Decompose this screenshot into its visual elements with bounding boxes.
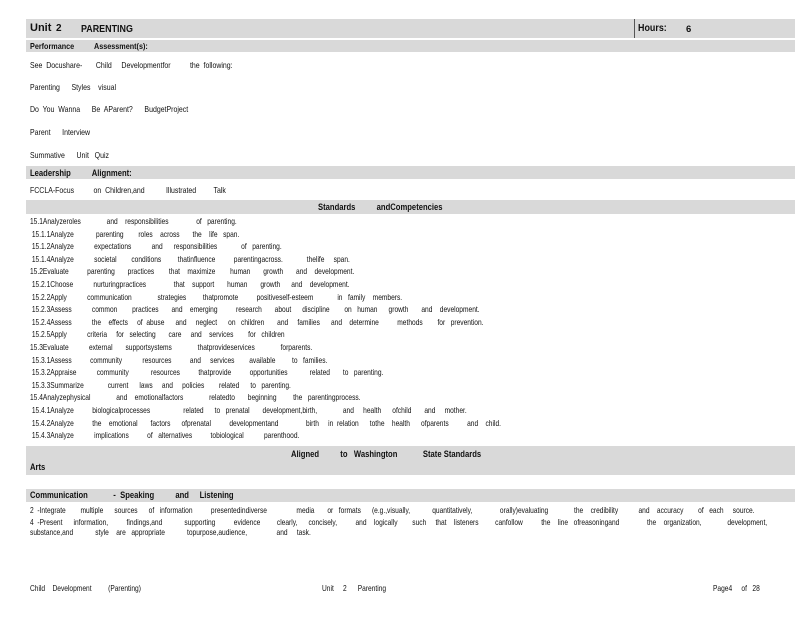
standard-item: 15.2Evaluate parenting practices that maximize human growth and development.	[30, 266, 355, 277]
standard-item: 15.1.1Analyze parenting roles across the life span.	[30, 228, 240, 239]
standard-item: 15.4Analyzephysical and emotionalfactors relatedto beginning the parentingprocess.	[30, 392, 361, 403]
standards-list	[30, 216, 770, 446]
unit-label: Unit	[30, 22, 52, 34]
footer-left: Child Development (Parenting)	[30, 583, 141, 593]
standard-item: 15.2.1Choose nurturingpractices that support human growth and development.	[30, 279, 350, 289]
leadership-text: FCCLA-Focus on Children,and Illustrated Talk	[30, 185, 226, 195]
standard-item: 15.2.3Assess common practices and emerging research about discipline on human growth and development.	[30, 304, 480, 315]
hours-label: Hours:	[638, 22, 667, 34]
footer-right: Page4 of 28	[713, 583, 760, 593]
aligned-header: Aligned to Washington State Standards	[291, 449, 482, 459]
assessment-item: Summative Unit Quiz	[30, 150, 110, 160]
standard-item: 15.3Evaluate external supportsystems thatprovideservices forparents.	[30, 342, 313, 352]
communication-item: 4 -Present information, findings,and supporting evidence clearly, concisely, and logically such that listeners canfollow the line ofreasoningand the organization, development,	[30, 517, 768, 527]
assessment-header: Performance Assessment(s):	[30, 41, 148, 51]
standard-item: 15.4.3Analyze implications of alternatives tobiological parenthood.	[30, 430, 300, 441]
standard-item: 15.2.4Assess the effects of abuse and neglect on children and families and determine methods for prevention.	[30, 316, 484, 327]
assessment-item: See Docushare- Child Developmentfor the following:	[30, 60, 233, 70]
standard-item: 15.3.2Appraise community resources thatprovide opportunities related to parenting.	[30, 367, 384, 378]
unit-header-bar	[26, 19, 795, 38]
unit-header-divider	[634, 19, 635, 38]
unit-title: PARENTING	[81, 23, 133, 35]
leadership-header-bar	[26, 166, 795, 179]
footer-center: Unit 2 Parenting	[322, 583, 387, 593]
communication-header: Communication - Speaking and Listening	[30, 490, 234, 500]
communication-item: 2 -Integrate multiple sources of information presentedindiverse media or formats (e.g.,visually, quantitatively, orally)evaluating the credibility and accuracy of each source.	[30, 505, 755, 515]
standard-item: 15.4.2Analyze the emotional factors ofprenatal developmentand birth in relation tothe health ofparents and child.	[30, 417, 501, 428]
assessment-item: Do You Wanna Be AParent? BudgetProject	[30, 104, 189, 114]
standard-item: 15.3.1Assess community resources and services available to families.	[30, 354, 328, 365]
aligned-subheader: Arts	[30, 462, 46, 472]
hours-value: 6	[686, 24, 692, 35]
standard-item: 15.1Analyzeroles and responsibilities of parenting.	[30, 216, 237, 226]
standard-item: 15.3.3Summarize current laws and policies related to parenting.	[30, 379, 291, 390]
standard-item: 15.4.1Analyze biologicalprocesses related to prenatal development,birth, and health ofchild and mother.	[30, 405, 467, 415]
standard-item: 15.2.2Apply communication strategies thatpromote positiveself-esteem in family members.	[30, 291, 403, 302]
communication-item: substance,and style are appropriate topurpose,audience, and task.	[30, 527, 311, 537]
standard-item: 15.1.4Analyze societal conditions thatinfluence parentingacross. thelife span.	[30, 253, 350, 264]
standard-item: 15.2.5Apply criteria for selecting care and services for children	[30, 329, 285, 340]
assessment-item: Parenting Styles visual	[30, 82, 117, 92]
standards-header: Standards andCompetencies	[318, 202, 443, 212]
leadership-header: Leadership Alignment:	[30, 168, 132, 178]
unit-number: 2	[56, 23, 62, 34]
assessment-item: Parent Interview	[30, 127, 91, 137]
standard-item: 15.1.2Analyze expectations and responsibilities of parenting.	[30, 241, 282, 252]
